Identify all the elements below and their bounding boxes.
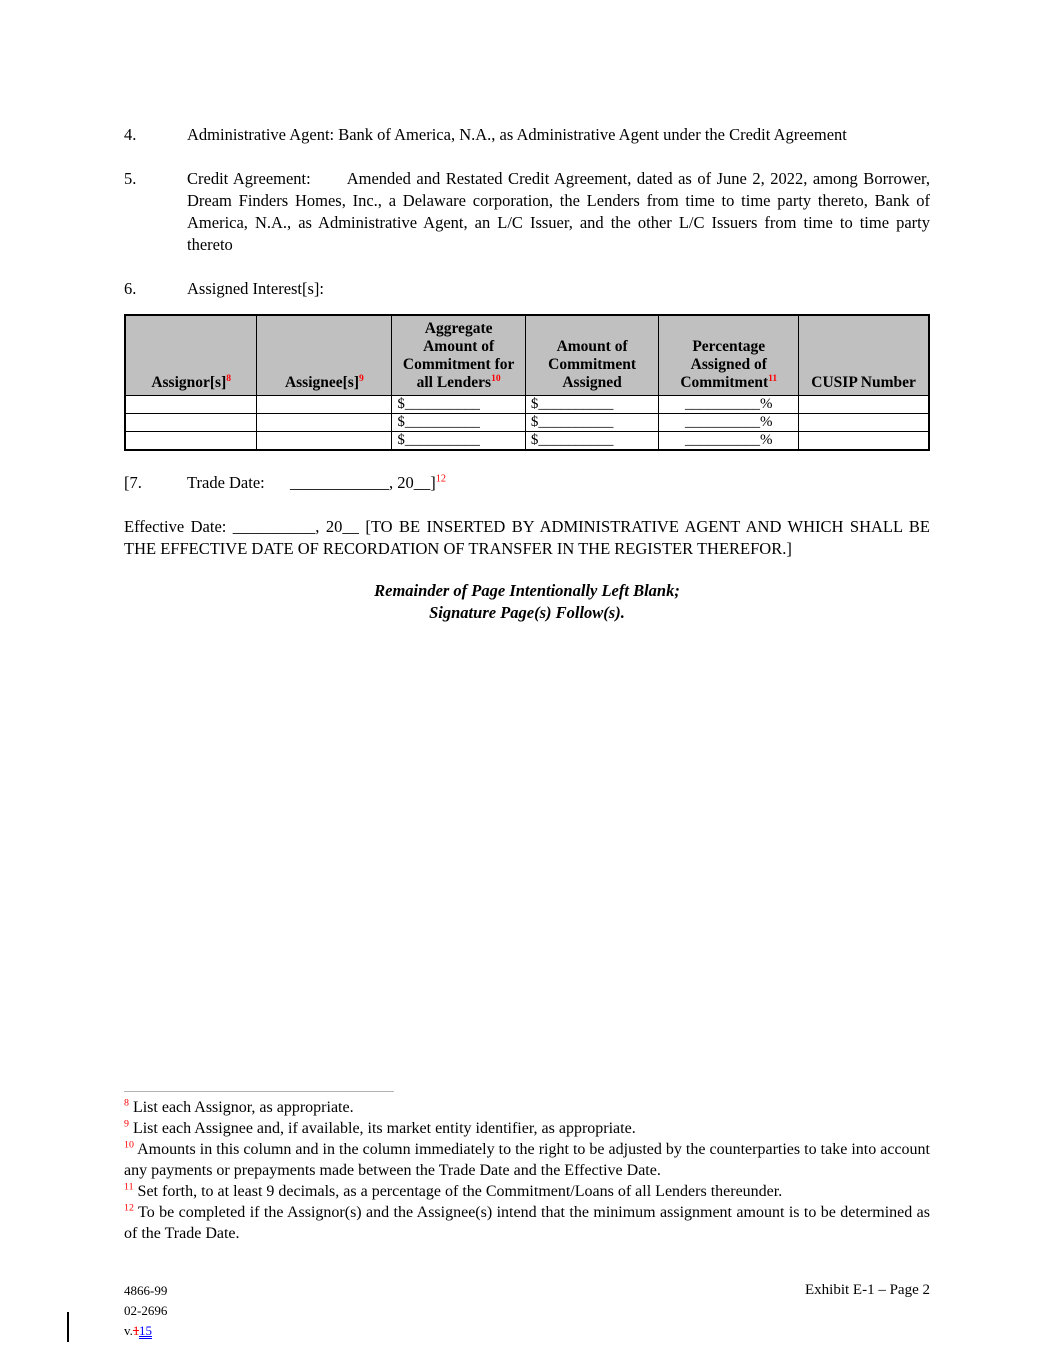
footnote-11: $^{11}$ Set forth, to at least 9 decimals, as a percentage of the Commitment/Loans of all Lenders thereunder.	[124, 1181, 783, 1200]
doc-number-line: 02-2696	[124, 1303, 168, 1318]
footnote-marker: 10	[124, 1139, 134, 1151]
column-header-aggregate-amount: Aggregate Amount of Commitment for all Lenders$^{10}$	[392, 315, 525, 396]
item-number: 6.	[124, 279, 137, 298]
footnote-marker: 11	[124, 1181, 134, 1193]
percentage-blank: __________%	[659, 414, 799, 432]
item-number: [7.	[124, 473, 142, 492]
assignee-blank-cell	[257, 414, 392, 432]
footnote-8: $^8$ List each Assignor, as appropriate.	[124, 1097, 354, 1116]
version-line: v.115	[124, 1323, 152, 1338]
assignor-blank-cell	[125, 414, 257, 432]
item-text: Amended and Restated Credit Agreement, dated as of June 2, 2022, among Borrower, Dream Finders Homes, Inc., a Delaware corporation, the Lenders from time to time party thereto, Bank of America, N.A., as Administrative Agent, an L/C Issuer, and the other L/C Issuers from time to time party thereto	[187, 169, 931, 254]
notice-line-1: Remainder of Page Intentionally Left Blank;	[374, 581, 680, 600]
footnote-separator	[124, 1091, 394, 1092]
footnote-marker: 12	[124, 1202, 134, 1214]
column-header-percentage: Percentage Assigned of Commitment$^{11}$	[659, 315, 799, 396]
footnote-marker: 8	[124, 1097, 129, 1109]
footnotes-section	[124, 1091, 930, 1244]
cusip-blank-cell	[799, 432, 929, 451]
trade-date-line	[124, 472, 930, 494]
list-item-6	[124, 278, 930, 300]
column-header-assignee: $Assignee[s]^9$	[257, 315, 392, 396]
aggregate-amount-blank: $__________	[392, 414, 525, 432]
percentage-blank: __________%	[659, 432, 799, 451]
item-text: Assigned Interest[s]:	[187, 279, 325, 298]
item-number: 4.	[124, 125, 137, 144]
amount-assigned-blank: $__________	[525, 414, 658, 432]
deleted-version-text: 1	[132, 1323, 139, 1338]
assigned-interests-table	[124, 314, 930, 451]
page-number-label: Exhibit E-1 – Page 2	[805, 1282, 930, 1298]
footnote-10: $^{10}$ Amounts in this column and in the column immediately to the right to be adjusted by the counterparties to take into account any payments or prepayments made between the Trade Date and the Effective Date.	[124, 1139, 930, 1179]
footnote-ref-8: 8	[226, 372, 232, 384]
doc-number-line: 4866-99	[124, 1283, 168, 1298]
assignee-blank-cell	[257, 432, 392, 451]
trade-date-suffix: , 20__]	[389, 473, 436, 492]
percentage-blank: __________%	[659, 396, 799, 414]
effective-date-paragraph: Effective Date: __________, 20__ [TO BE INSERTED BY ADMINISTRATIVE AGENT AND WHICH SHALL BE THE EFFECTIVE DATE OF RECORDATION OF TRANSFER IN THE REGISTER THEREFOR.]	[124, 517, 930, 558]
item-label: Credit Agreement:	[187, 169, 311, 188]
footnote-9: $^9$ List each Assignee and, if available, its market entity identifier, as appropriate.	[124, 1118, 636, 1137]
footnote-ref-10: 10	[491, 372, 501, 384]
table-row	[125, 414, 929, 432]
document-id-block	[124, 1281, 167, 1341]
footnote-12: $^{12}$ To be completed if the Assignor(s) and the Assignee(s) intend that the minimum assignment amount is to be determined as of the Trade Date.	[124, 1202, 931, 1242]
cusip-blank-cell	[799, 414, 929, 432]
aggregate-amount-blank: $__________	[392, 432, 525, 451]
page-break-notice	[124, 580, 930, 624]
aggregate-amount-blank: $__________	[392, 396, 525, 414]
footnote-ref-11: 11	[768, 372, 778, 384]
inserted-version-text: 15	[138, 1323, 152, 1338]
cusip-blank-cell	[799, 396, 929, 414]
footnote-ref-9: 9	[359, 372, 364, 384]
item-number: 5.	[124, 169, 137, 188]
trade-date-blank: ____________	[290, 473, 389, 492]
assignor-blank-cell	[125, 432, 257, 451]
assignee-blank-cell	[257, 396, 392, 414]
trade-date-label: Trade Date:	[187, 473, 265, 492]
assignor-blank-cell	[125, 396, 257, 414]
footnote-marker: 9	[124, 1118, 129, 1130]
document-body	[124, 124, 930, 624]
tracked-change-margin-bar	[67, 1312, 69, 1342]
table-header-row	[125, 315, 929, 396]
column-header-assignor: $Assignor[s]^8$	[125, 315, 257, 396]
table-row	[125, 396, 929, 414]
notice-line-2: Signature Page(s) Follow(s).	[429, 603, 625, 622]
amount-assigned-blank: $__________	[525, 432, 658, 451]
item-text: Administrative Agent: Bank of America, N.A., as Administrative Agent under the Credit Agreement	[187, 125, 847, 144]
list-item-4	[124, 124, 930, 146]
list-item-5	[124, 168, 930, 256]
amount-assigned-blank: $__________	[525, 396, 658, 414]
footnote-ref-12: 12	[435, 473, 446, 485]
table-row	[125, 432, 929, 451]
column-header-amount-assigned: Amount of Commitment Assigned	[525, 315, 658, 396]
column-header-cusip: CUSIP Number	[799, 315, 929, 396]
